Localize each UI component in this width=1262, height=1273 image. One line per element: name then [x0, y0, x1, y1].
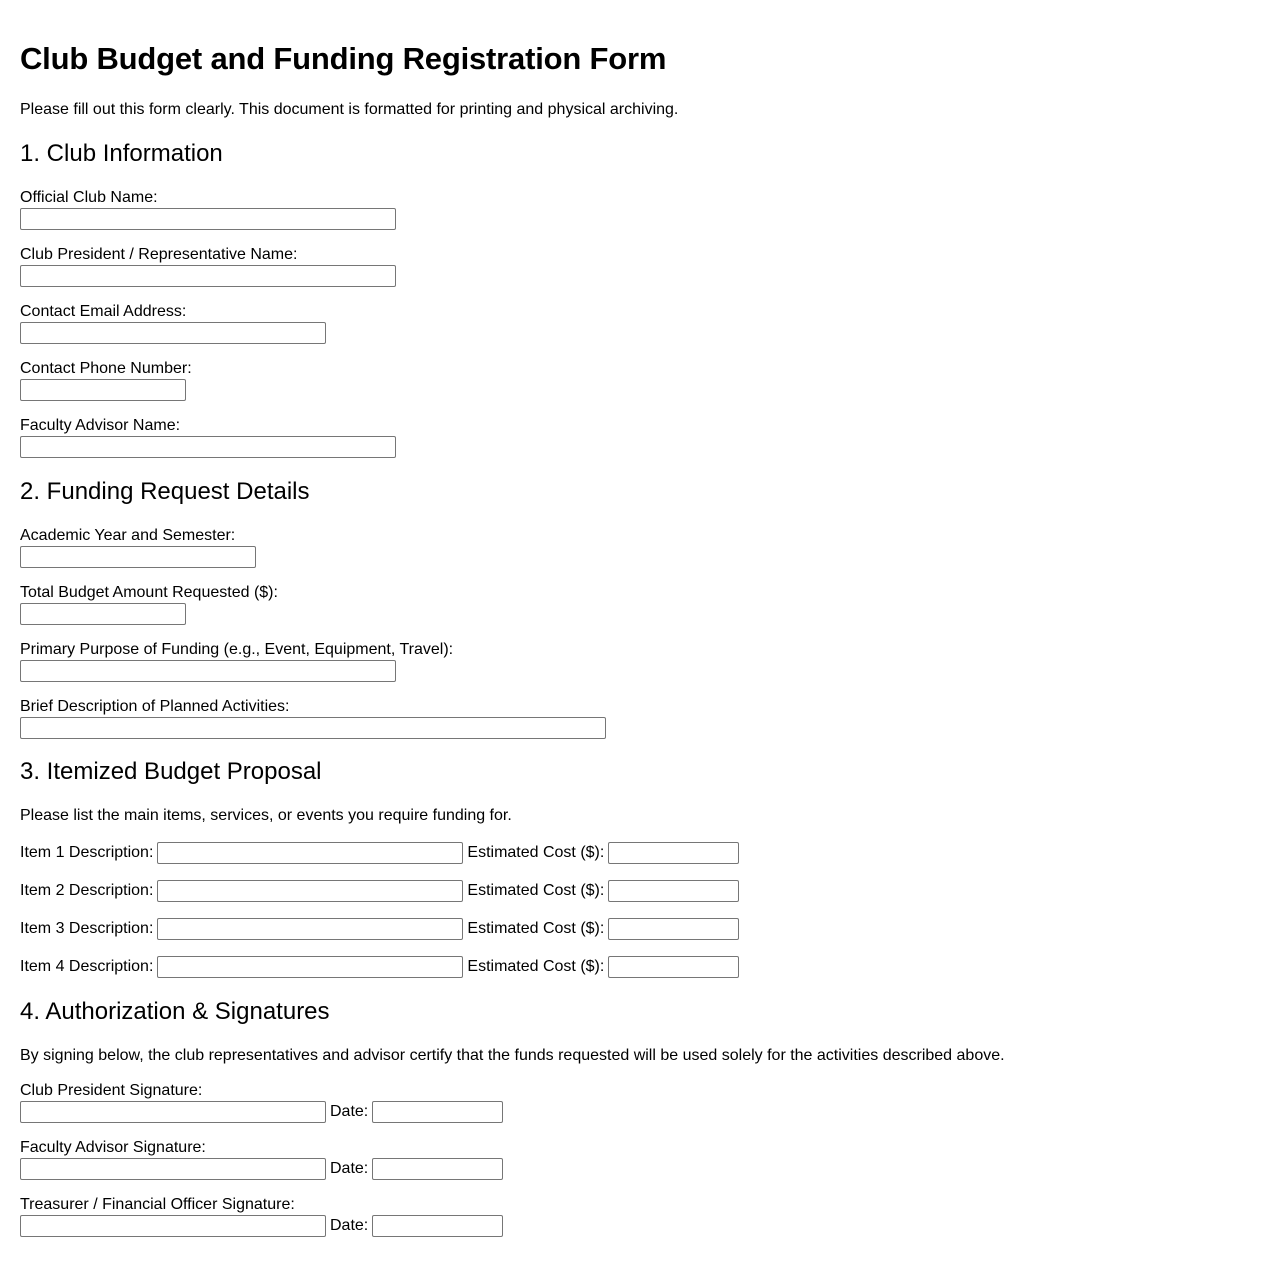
signature-block-treasurer	[20, 1196, 503, 1237]
item-description-label: Item 3 Description:	[20, 920, 154, 937]
authorization-statement: By signing below, the club representatives and advisor certify that the funds requested will be used solely for the activities described above.	[20, 1047, 1005, 1064]
field-label: Brief Description of Planned Activities:	[20, 698, 290, 715]
field-primary-purpose	[20, 641, 453, 682]
signature-label: Club President Signature:	[20, 1082, 203, 1099]
estimated-cost-label: Estimated Cost ($):	[467, 958, 605, 975]
contact-email-input[interactable]	[20, 322, 326, 344]
signature-block-president	[20, 1082, 503, 1123]
field-label: Faculty Advisor Name:	[20, 417, 181, 434]
advisor-date-input[interactable]	[372, 1158, 503, 1180]
field-contact-email	[20, 303, 326, 344]
signature-block-advisor	[20, 1139, 503, 1180]
signature-label: Treasurer / Financial Officer Signature:	[20, 1196, 295, 1213]
contact-phone-input[interactable]	[20, 379, 186, 401]
budget-instructions: Please list the main items, services, or events you require funding for.	[20, 807, 512, 824]
item-description-label: Item 2 Description:	[20, 882, 154, 899]
section-heading-itemized-budget: 3. Itemized Budget Proposal	[20, 758, 322, 785]
intro-text: Please fill out this form clearly. This document is formatted for printing and physical archiving.	[20, 101, 679, 118]
field-contact-phone	[20, 360, 192, 401]
treasurer-date-input[interactable]	[372, 1215, 503, 1237]
date-label: Date:	[330, 1160, 369, 1177]
total-budget-input[interactable]	[20, 603, 186, 625]
president-name-input[interactable]	[20, 265, 396, 287]
academic-year-input[interactable]	[20, 546, 256, 568]
field-label: Contact Email Address:	[20, 303, 187, 320]
item-3-cost-input[interactable]	[608, 918, 739, 940]
faculty-advisor-input[interactable]	[20, 436, 396, 458]
date-label: Date:	[330, 1217, 369, 1234]
field-total-budget	[20, 584, 278, 625]
field-label: Primary Purpose of Funding (e.g., Event, Equipment, Travel):	[20, 641, 454, 658]
field-activity-description	[20, 698, 606, 739]
activity-description-input[interactable]	[20, 717, 606, 739]
field-label: Academic Year and Semester:	[20, 527, 236, 544]
item-4-cost-input[interactable]	[608, 956, 739, 978]
item-1-cost-input[interactable]	[608, 842, 739, 864]
signature-label: Faculty Advisor Signature:	[20, 1139, 206, 1156]
budget-item-row	[20, 842, 739, 864]
president-date-input[interactable]	[372, 1101, 503, 1123]
primary-purpose-input[interactable]	[20, 660, 396, 682]
date-label: Date:	[330, 1103, 369, 1120]
item-2-cost-input[interactable]	[608, 880, 739, 902]
page-title: Club Budget and Funding Registration Form	[20, 41, 667, 76]
advisor-signature-input[interactable]	[20, 1158, 326, 1180]
section-heading-authorization: 4. Authorization & Signatures	[20, 998, 330, 1025]
item-description-label: Item 4 Description:	[20, 958, 154, 975]
field-label: Total Budget Amount Requested ($):	[20, 584, 278, 601]
item-description-label: Item 1 Description:	[20, 844, 154, 861]
field-label: Club President / Representative Name:	[20, 246, 298, 263]
estimated-cost-label: Estimated Cost ($):	[467, 882, 605, 899]
field-label: Contact Phone Number:	[20, 360, 192, 377]
item-4-description-input[interactable]	[157, 956, 463, 978]
official-club-name-input[interactable]	[20, 208, 396, 230]
field-academic-year	[20, 527, 256, 568]
item-1-description-input[interactable]	[157, 842, 463, 864]
estimated-cost-label: Estimated Cost ($):	[467, 844, 605, 861]
field-faculty-advisor	[20, 417, 396, 458]
section-heading-club-information: 1. Club Information	[20, 140, 223, 167]
budget-item-row	[20, 880, 739, 902]
field-president-name	[20, 246, 396, 287]
budget-item-row	[20, 918, 739, 940]
section-heading-funding-request: 2. Funding Request Details	[20, 478, 310, 505]
estimated-cost-label: Estimated Cost ($):	[467, 920, 605, 937]
field-label: Official Club Name:	[20, 189, 158, 206]
treasurer-signature-input[interactable]	[20, 1215, 326, 1237]
budget-item-row	[20, 956, 739, 978]
field-official-club-name	[20, 189, 396, 230]
president-signature-input[interactable]	[20, 1101, 326, 1123]
item-2-description-input[interactable]	[157, 880, 463, 902]
item-3-description-input[interactable]	[157, 918, 463, 940]
